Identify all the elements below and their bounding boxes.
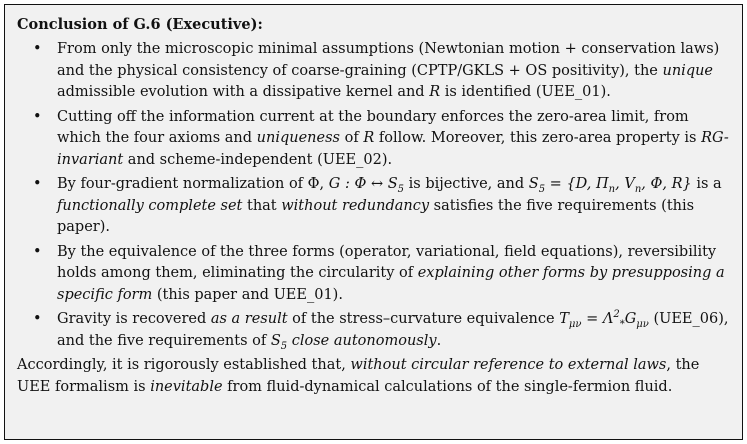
conclusion-list [17,39,730,352]
list-item [17,174,730,239]
list-item [17,242,730,307]
math-equivalence: $T_{\mu\nu} = \Lambda^2_*G_{\mu\nu}$ [559,309,649,330]
item-text: By four-gradient normalization of Φ, G : Φ ↔ $S_5$ is bijective, and $S_5 = \{D$, $\Pi_n$, $V_n$, Φ, R} is a functionally complete set that without redundancy satisfies the five requirements (this paper). [57,176,722,235]
bullet-icon: • [33,41,42,57]
item-text: Gravity is recovered as a result of the stress–curvature equivalence $T_{\mu\nu} = \Lambda^2_*G_{\mu\nu}$ (UEE_06), and the five requirements of $S_5$ close autonomously. [57,309,729,352]
item-text: By the equivalence of the three forms (operator, variational, field equations), reversibility holds among them, eliminating the circularity of explaining other forms by presupposing a specific form (this paper and UEE_01). [57,243,725,303]
bullet-icon: • [33,108,42,125]
item-text: Cutting off the information current at the boundary enforces the zero-area limit, from which the four axioms and uniqueness of R follow. Moreover, this zero-area property is RG-invariant and scheme-independent (UEE_02). [57,108,729,168]
list-item [17,309,730,352]
list-item [17,39,730,104]
list-item [17,107,730,172]
bullet-icon: • [33,311,42,327]
closing-paragraph: Accordingly, it is rigorously established that, without circular reference to external laws, the UEE formalism is inevitable from fluid-dynamical calculations of the single-fermion fluid. [17,357,700,395]
item-text: From only the microscopic minimal assumptions (Newtonian motion + conservation laws) and the physical consistency of coarse-graining (CPTP/GKLS + OS positivity), the unique admissible evolution with a dissipative kernel and R is identified (UEE_01). [57,41,720,100]
bullet-icon: • [33,176,42,192]
executive-conclusion-box [4,4,743,440]
box-title: Conclusion of G.6 (Executive): [17,16,263,33]
math-set-s5: $S_5 = \{D$, $\Pi_n$, $V_n$, Φ, R} [528,176,692,195]
bullet-icon: • [33,243,42,260]
math-bijection: G : Φ ↔ $S_5$ [328,176,405,195]
